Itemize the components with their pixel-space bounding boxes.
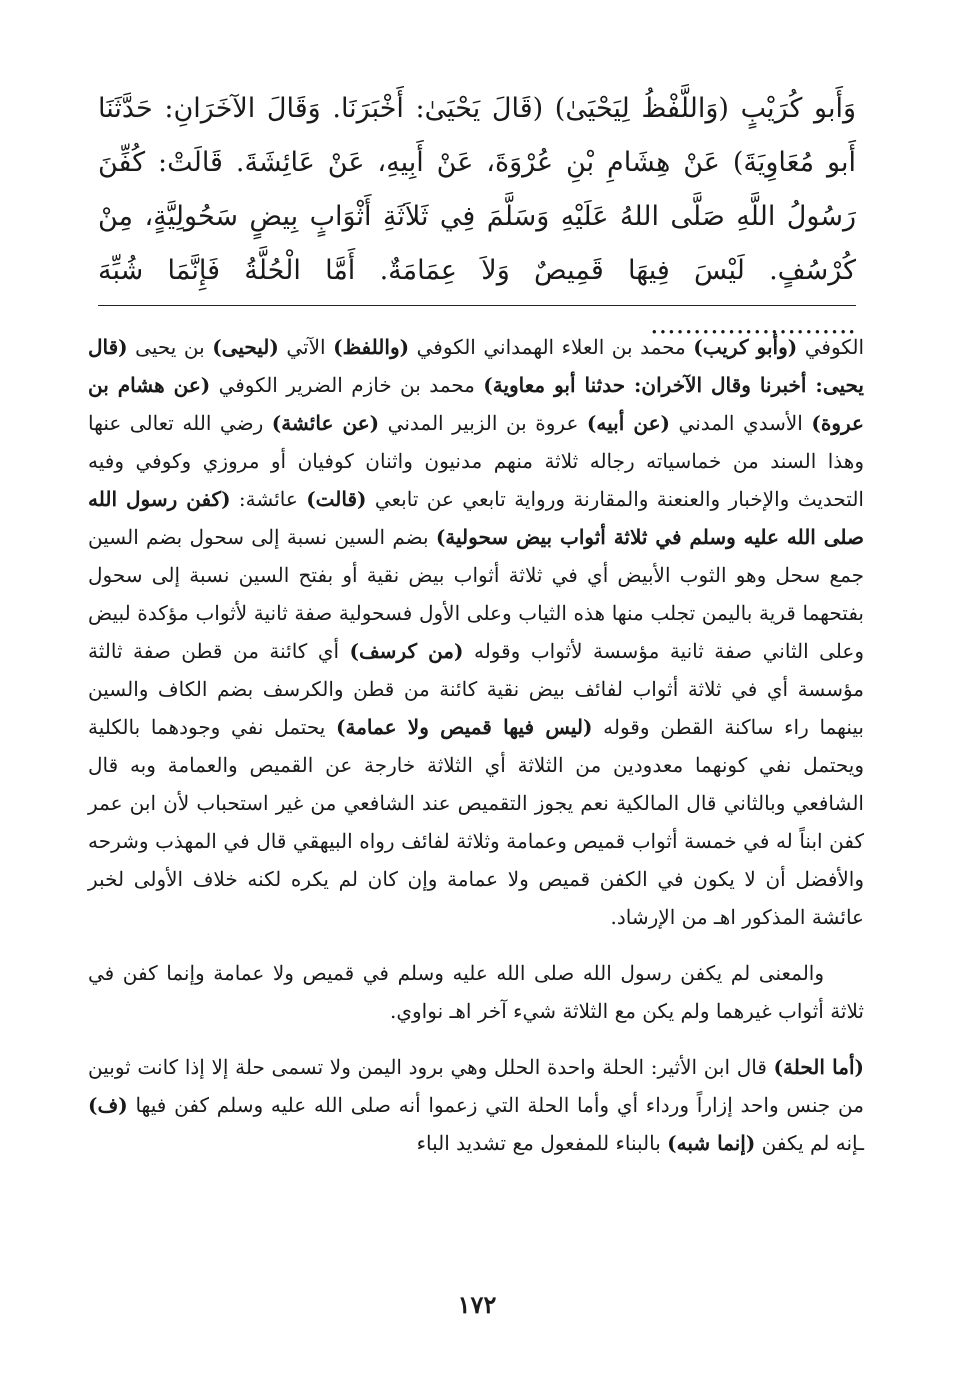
commentary-paragraph-3 <box>88 1048 864 1162</box>
quoted-lemma: (وأبو كريب) <box>693 335 798 359</box>
quoted-lemma: (إنما شبه) <box>667 1131 756 1155</box>
commentary-text: الكوفي <box>797 335 864 359</box>
commentary-text: عائشة: <box>230 487 307 511</box>
quoted-lemma: (ليس فيها قميص ولا عمامة) <box>336 715 593 739</box>
page-number: ١٧٢ <box>457 1290 497 1319</box>
quoted-lemma: (عن أبيه) <box>586 411 670 435</box>
commentary-paragraph-1 <box>88 328 864 936</box>
commentary-text: يحتمل نفي وجودهما بالكلية ويحتمل نفي كونهما معدودين من الثلاثة أي الثلاثة خارجة عن القميص والعمامة وبه قال الشافعي وبالثاني قال المالكية نعم يجوز التقميص عند الشافعي من غير استحباب لأن ابن عمر كفن ابناً له في خمسة أثواب قميص وعمامة وثلاثة لفائف رواه البيهقي قال في المهذب وشرحه والأفضل أن لا يكون في الكفن قميص ولا عمامة وإن كان لم يكره لكنه خلاف الأولى لخبر عائشة المذكور اهـ من الإرشاد. <box>88 715 864 929</box>
quoted-lemma: (ف) <box>88 1093 128 1117</box>
hadith-paragraph: وَأَبو كُرَيْبٍ (وَاللَّفْظُ لِيَحْيَىٰ) (قَالَ يَحْيَىٰ: أَخْبَرَنَا. وَقَالَ الآخَرَانِ: حَدَّثَنَا أَبو مُعَاوِيَةَ) عَنْ هِشَامِ بْنِ عُرْوَةَ، عَنْ أَبِيهِ، عَنْ عَائِشَةَ. قَالَتْ: كُفِّنَ رَسُولُ اللَّهِ صَلَّى اللهُ عَلَيْهِ وَسَلَّمَ فِي ثَلاَثَةِ أَثْوَابٍ بِيضٍ سَحُولِيَّةٍ، مِنْ كُرْسُفٍ. لَيْسَ فِيهَا قَمِيصٌ وَلاَ عِمَامَةٌ. أَمَّا الْحُلَّةُ فَإِنَّمَا شُبِّهَ ........................ <box>98 93 856 340</box>
quoted-lemma: (ليحيى) <box>212 335 279 359</box>
commentary-text: عروة بن الزبير المدني <box>379 411 587 435</box>
commentary-text: بضم السين نسبة إلى سحول بضم السين جمع سحل وهو الثوب الأبيض أي في ثلاثة أثواب بيض نقية أو بفتح السين نسبة إلى سحول بفتحهما قرية باليمن تجلب منها هذه الثياب وعلى الأول فسحولية صفة ثانية لأثواب مؤكدة لبيض وعلى الثاني صفة ثانية مؤسسة لأثواب وقوله <box>88 525 864 663</box>
commentary-text: قال ابن الأثير: الحلة واحدة الحلل وهي برود اليمن ولا تسمى حلة إلا إذا كانت ثوبين من جنس واحد إزاراً ورداء أي وأما الحلة التي زعموا أنه صلى الله عليه وسلم كفن فيها <box>88 1055 864 1117</box>
commentary-text: محمد بن العلاء الهمداني الكوفي <box>409 335 694 359</box>
commentary-text: محمد بن خازم الضرير الكوفي <box>210 373 484 397</box>
commentary <box>88 328 864 1180</box>
commentary-text: والمعنى لم يكفن رسول الله صلى الله عليه وسلم في قميص ولا عمامة وإنما كفن في ثلاثة أثواب غيرهما ولم يكن مع الثلاثة شيء آخر اهـ نواوي. <box>88 961 864 1023</box>
quoted-lemma: (كفن رسول الله صلى الله عليه وسلم في ثلاثة أثواب بيض سحولية) <box>88 487 864 549</box>
commentary-paragraph-2 <box>88 954 864 1030</box>
quoted-lemma: (عن هشام بن عروة) <box>88 373 864 435</box>
commentary-text: بن يحيى <box>127 335 213 359</box>
quoted-lemma: (أما الحلة) <box>773 1055 864 1079</box>
footnote-separator <box>98 305 856 306</box>
quoted-lemma: (قالت) <box>306 487 367 511</box>
quoted-lemma: (من كرسف) <box>349 639 464 663</box>
quoted-lemma: (عن عائشة) <box>271 411 380 435</box>
commentary-text: بالبناء للمفعول مع تشديد الباء <box>416 1131 668 1155</box>
commentary-text: الآتي <box>278 335 334 359</box>
quoted-lemma: (قال يحيى: أخبرنا وقال الآخران: حدثنا أبو معاوية) <box>88 335 865 397</box>
commentary-text: ـإنه لم يكفن <box>755 1131 864 1155</box>
hadith-text <box>98 82 856 352</box>
quoted-lemma: (واللفظ) <box>333 335 410 359</box>
commentary-text: رضي الله تعالى عنها وهذا السند من خماسياته رجاله ثلاثة منهم مدنيون واثنان كوفيان أو مروزي وكوفي وفيه التحديث والإخبار والعنعنة والمقارنة ورواية تابعي عن تابعي <box>88 411 864 511</box>
commentary-text: الأسدي المدني <box>670 411 812 435</box>
commentary-text: أي كائنة من قطن صفة ثالثة مؤسسة أي في ثلاثة أثواب لفائف بيض نقية كائنة من قطن والكرسف بضم الكاف والسين بينهما راء ساكنة القطن وقوله <box>88 639 864 739</box>
